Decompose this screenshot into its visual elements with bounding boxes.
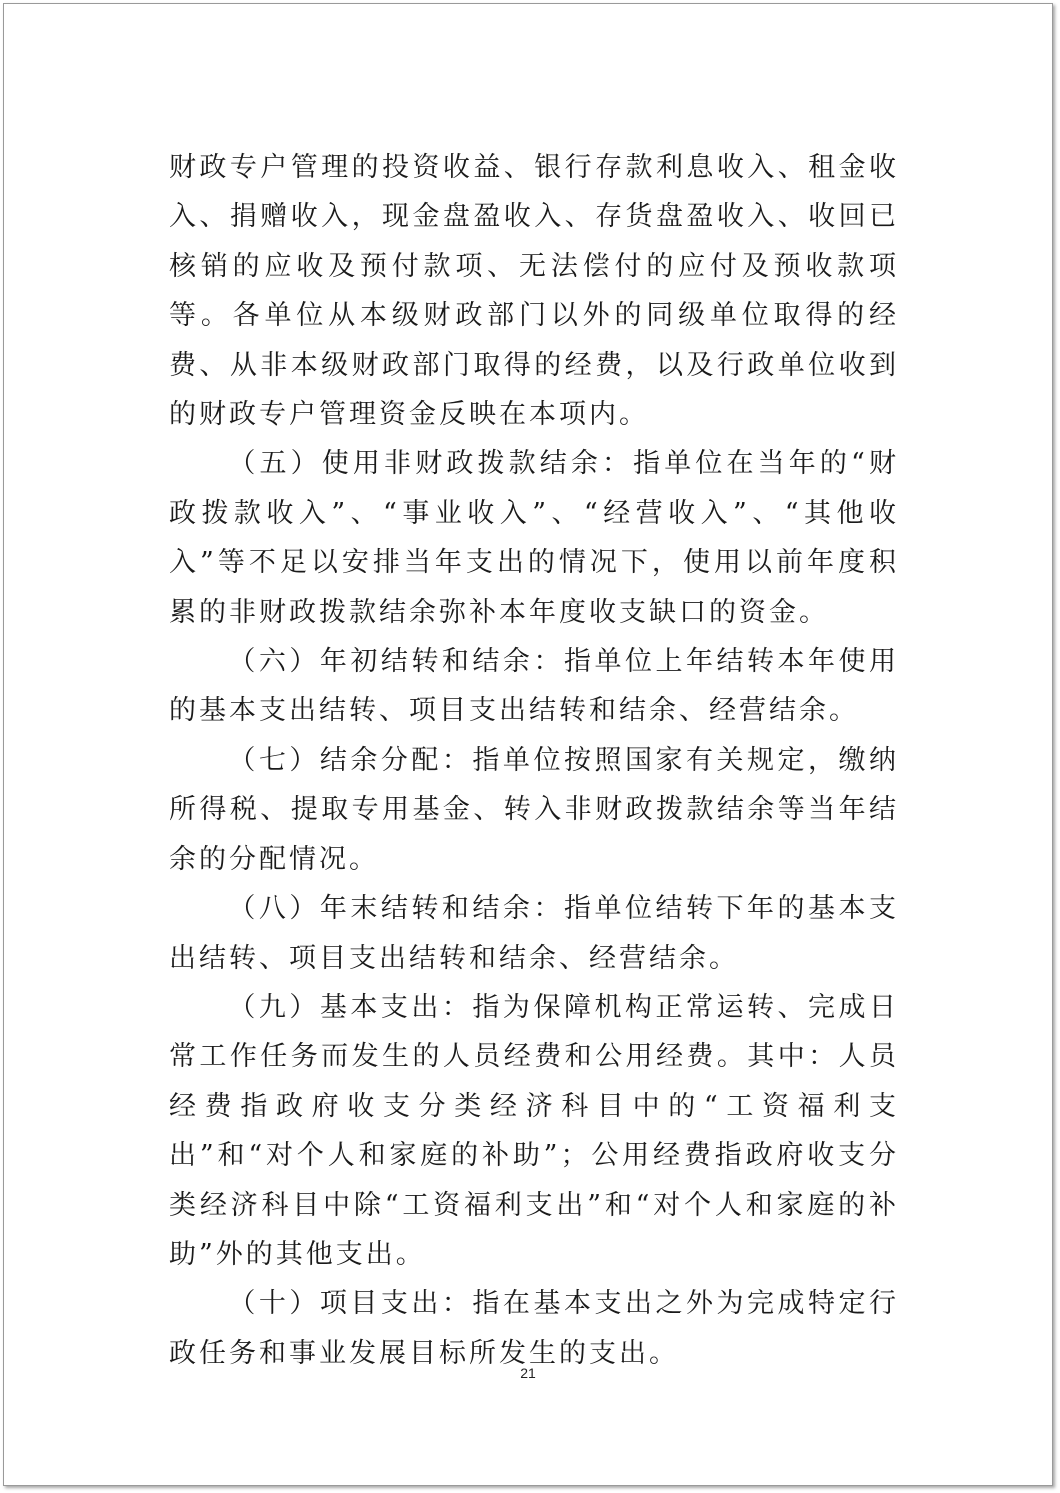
paragraph-item-9: （九）基本支出：指为保障机构正常运转、完成日常工作任务而发生的人员经费和公用经费。其中：人员经费指政府收支分类经济科目中的“工资福利支出”和“对个人和家庭的补助”；公用经费指政府收支分类经济科目中除“工资福利支出”和“对个人和家庭的补助”外的其他支出。 bbox=[169, 991, 899, 1270]
paragraph-continuation: 财政专户管理的投资收益、银行存款利息收入、租金收入、捐赠收入，现金盘盈收入、存货盘盈收入、收回已核销的应收及预付款项、无法偿付的应付及预收款项等。各单位从本级财政部门以外的同级单位取得的经费、从非本级财政部门取得的经费，以及行政单位收到的财政专户管理资金反映在本项内。 bbox=[169, 152, 899, 431]
page-number: 21 bbox=[520, 1365, 536, 1381]
paragraph-item-10: （十）项目支出：指在基本支出之外为完成特定行政任务和事业发展目标所发生的支出。 bbox=[169, 1288, 899, 1369]
document-page bbox=[3, 3, 1053, 1486]
paragraph-item-8: （八）年末结转和结余：指单位结转下年的基本支出结转、项目支出结转和结余、经营结余。 bbox=[169, 893, 899, 974]
body-text bbox=[169, 143, 899, 1378]
paragraph-item-5: （五）使用非财政拨款结余：指单位在当年的“财政拨款收入”、“事业收入”、“经营收入”、“其他收入”等不足以安排当年支出的情况下，使用以前年度积累的非财政拨款结余弥补本年度收支缺口的资金。 bbox=[169, 448, 899, 628]
paragraph-item-6: （六）年初结转和结余：指单位上年结转本年使用的基本支出结转、项目支出结转和结余、经营结余。 bbox=[169, 646, 899, 727]
paragraph-item-7: （七）结余分配：指单位按照国家有关规定，缴纳所得税、提取专用基金、转入非财政拨款结余等当年结余的分配情况。 bbox=[169, 744, 899, 875]
